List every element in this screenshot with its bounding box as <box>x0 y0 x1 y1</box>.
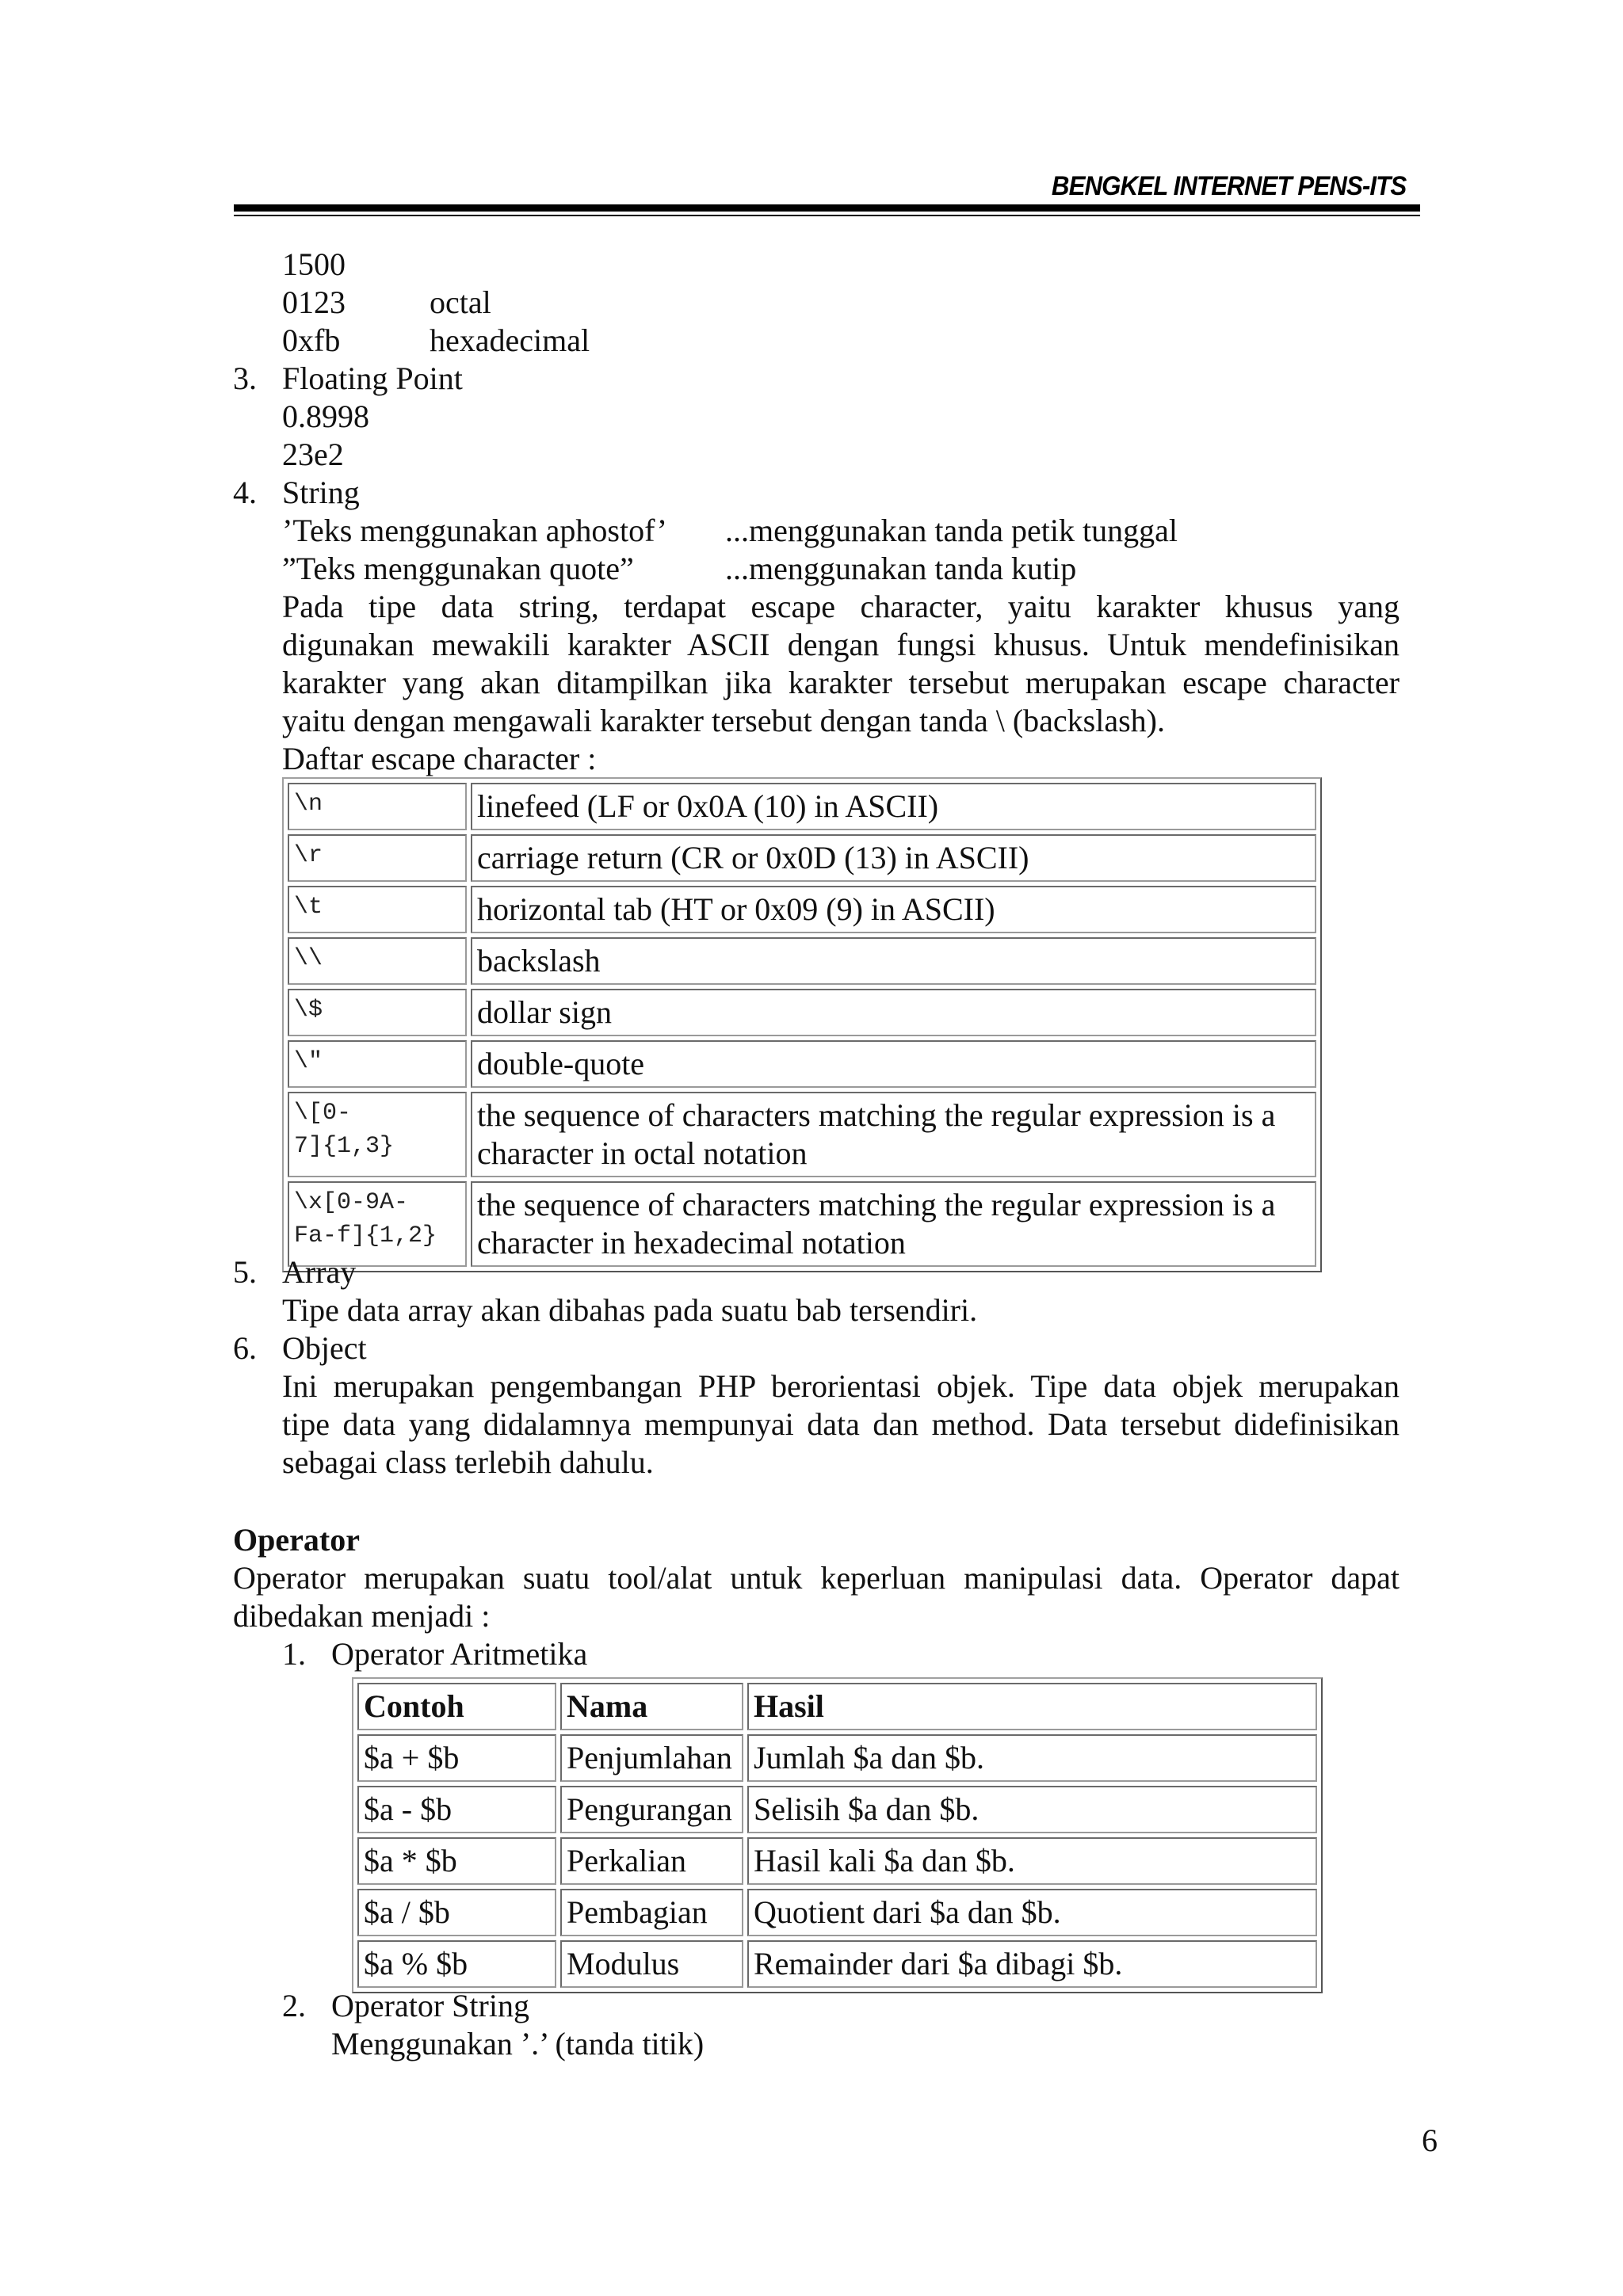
table-cell: Pengurangan <box>560 1786 743 1833</box>
table-row <box>357 1837 1317 1885</box>
table-cell: Quotient dari $a dan $b. <box>747 1889 1317 1936</box>
header-title: BENGKEL INTERNET PENS-ITS <box>1051 171 1406 201</box>
floating-example: 23e2 <box>282 437 344 472</box>
list-number: 3. <box>233 360 257 396</box>
operator-intro-line: dibedakan menjadi : <box>233 1598 491 1634</box>
escape-code: \r <box>288 834 467 882</box>
escape-code: \n <box>288 783 467 830</box>
string-example-code: ”Teks menggunakan quote” <box>282 551 634 586</box>
table-row <box>357 1786 1317 1833</box>
escape-code-line: \[0- <box>294 1100 352 1127</box>
string-paragraph-line: karakter yang akan ditampilkan jika karakter tersebut merupakan escape character <box>282 665 1400 700</box>
floating-example: 0.8998 <box>282 399 369 434</box>
table-cell: Hasil kali $a dan $b. <box>747 1837 1317 1885</box>
list-number: 2. <box>282 1988 306 2023</box>
escape-description: carriage return (CR or 0x0D (13) in ASCII) <box>471 834 1316 882</box>
escape-code: \t <box>288 886 467 933</box>
operator-intro-line: Operator merupakan suatu tool/alat untuk keperluan manipulasi data. Operator dapat <box>233 1560 1400 1596</box>
escape-description: dollar sign <box>471 989 1316 1036</box>
escape-code-line: Fa-f]{1,2} <box>294 1222 437 1249</box>
table-cell: Remainder dari $a dibagi $b. <box>747 1940 1317 1988</box>
list-number: 6. <box>233 1330 257 1366</box>
list-number: 1. <box>282 1636 306 1672</box>
page-number: 6 <box>1422 2122 1438 2158</box>
table-row <box>288 1040 1316 1088</box>
object-paragraph-line: Ini merupakan pengembangan PHP berorientasi objek. Tipe data objek merupakan <box>282 1368 1400 1404</box>
escape-description-line: character in hexadecimal notation <box>477 1225 906 1261</box>
escape-description-line: the sequence of characters matching the regular expression is a <box>477 1097 1276 1133</box>
table-cell: Jumlah $a dan $b. <box>747 1734 1317 1782</box>
escape-description: backslash <box>471 937 1316 985</box>
escape-code <box>288 1092 467 1177</box>
string-paragraph-line: Pada tipe data string, terdapat escape character, yaitu karakter khusus yang <box>282 589 1400 624</box>
table-header-row <box>357 1683 1317 1730</box>
running-header <box>234 171 1420 219</box>
table-row <box>288 834 1316 882</box>
escape-character-table <box>282 777 1322 1272</box>
escape-description-line: character in octal notation <box>477 1135 808 1171</box>
table-cell: $a / $b <box>357 1889 556 1936</box>
operator-string-text: Menggunakan ’.’ (tanda titik) <box>331 2026 705 2061</box>
operator-heading: Operator <box>233 1522 360 1558</box>
escape-code: \" <box>288 1040 467 1088</box>
escape-description <box>471 1092 1316 1177</box>
column-header: Hasil <box>747 1683 1317 1730</box>
escape-code: \$ <box>288 989 467 1036</box>
escape-description-line: the sequence of characters matching the regular expression is a <box>477 1187 1276 1222</box>
list-number: 5. <box>233 1254 257 1290</box>
column-header: Contoh <box>357 1683 556 1730</box>
escape-code-line: 7]{1,3} <box>294 1133 395 1160</box>
escape-code: \\ <box>288 937 467 985</box>
escape-description: linefeed (LF or 0x0A (10) in ASCII) <box>471 783 1316 830</box>
object-paragraph-line: tipe data yang didalamnya mempunyai data dan method. Data tersebut didefinisikan <box>282 1406 1400 1442</box>
escape-list-intro: Daftar escape character : <box>282 741 597 776</box>
integer-example-value: 0xfb <box>282 322 341 358</box>
table-cell: $a % $b <box>357 1940 556 1988</box>
string-paragraph-line: yaitu dengan mengawali karakter tersebut dengan tanda \ (backslash). <box>282 703 1166 738</box>
table-cell: Perkalian <box>560 1837 743 1885</box>
escape-code-line: \x[0-9A- <box>294 1189 409 1216</box>
table-row <box>288 989 1316 1036</box>
string-example-code: ’Teks menggunakan aphostof’ <box>282 513 667 548</box>
table-row <box>357 1889 1317 1936</box>
section-title-array: Array <box>282 1254 357 1290</box>
arithmetic-operator-table <box>352 1677 1323 1993</box>
section-title-floating: Floating Point <box>282 360 463 396</box>
integer-example-note: hexadecimal <box>430 322 590 358</box>
table-cell: Penjumlahan <box>560 1734 743 1782</box>
operator-string-title: Operator String <box>331 1988 529 2023</box>
string-example-desc: ...menggunakan tanda petik tunggal <box>725 513 1178 548</box>
escape-description: double-quote <box>471 1040 1316 1088</box>
table-cell: $a - $b <box>357 1786 556 1833</box>
table-row <box>288 1181 1316 1267</box>
string-example-desc: ...menggunakan tanda kutip <box>725 551 1077 586</box>
section-title-string: String <box>282 475 360 510</box>
list-number: 4. <box>233 475 257 510</box>
table-row <box>357 1734 1317 1782</box>
header-rule-thin <box>234 215 1420 216</box>
escape-description: horizontal tab (HT or 0x09 (9) in ASCII) <box>471 886 1316 933</box>
escape-description <box>471 1181 1316 1267</box>
table-cell: Selisih $a dan $b. <box>747 1786 1317 1833</box>
table-row <box>288 783 1316 830</box>
section-title-object: Object <box>282 1330 367 1366</box>
table-row <box>288 886 1316 933</box>
table-cell: Pembagian <box>560 1889 743 1936</box>
table-row <box>288 937 1316 985</box>
integer-example-value: 1500 <box>282 246 346 282</box>
array-text: Tipe data array akan dibahas pada suatu bab tersendiri. <box>282 1292 978 1328</box>
table-row <box>357 1940 1317 1988</box>
operator-aritmetika-title: Operator Aritmetika <box>331 1636 588 1672</box>
integer-example-note: octal <box>430 284 491 320</box>
table-cell: $a * $b <box>357 1837 556 1885</box>
table-row <box>288 1092 1316 1177</box>
integer-example-value: 0123 <box>282 284 346 320</box>
object-paragraph-line: sebagai class terlebih dahulu. <box>282 1444 654 1480</box>
table-cell: Modulus <box>560 1940 743 1988</box>
string-paragraph-line: digunakan mewakili karakter ASCII dengan fungsi khusus. Untuk mendefinisikan <box>282 627 1400 662</box>
column-header: Nama <box>560 1683 743 1730</box>
header-rule <box>234 204 1420 212</box>
table-cell: $a + $b <box>357 1734 556 1782</box>
